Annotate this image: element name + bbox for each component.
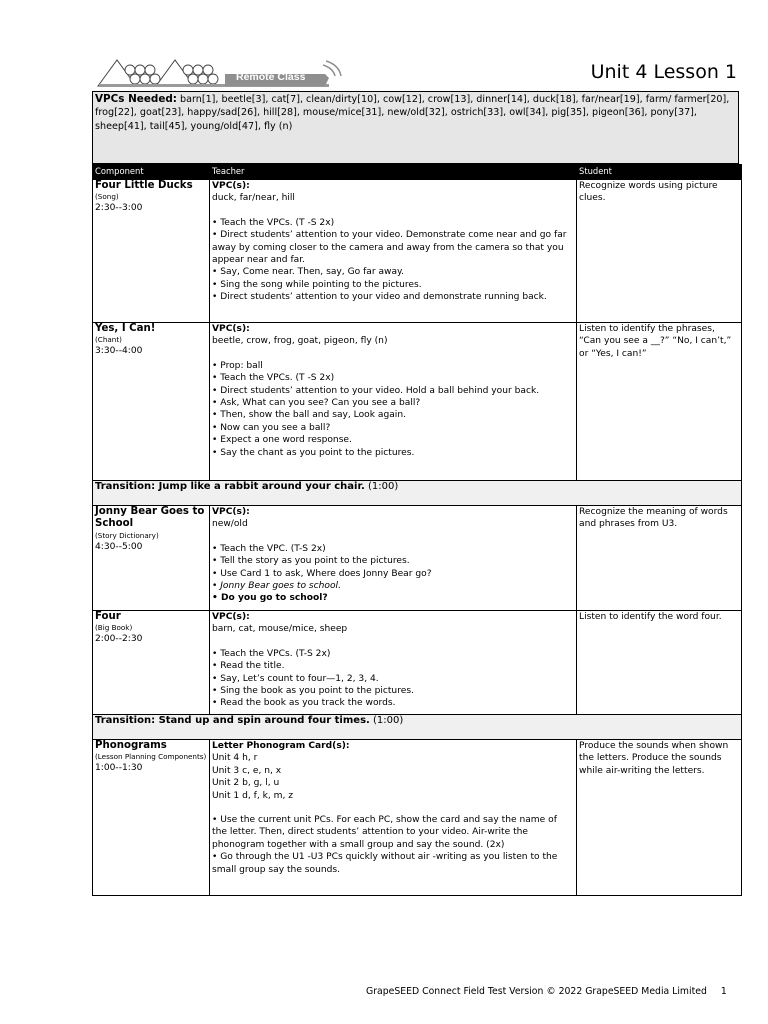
table-row <box>93 180 742 323</box>
vpcs-needed-box <box>92 91 739 164</box>
teacher-step: • Use the current unit PCs. For each PC, show the card and say the name of the letter. Then, direct students’ attention to your video. Air-write the phonogram together with a small group and say the sound. (2x) <box>212 815 557 850</box>
table-header-row <box>93 165 742 180</box>
table-row <box>93 506 742 611</box>
letter-line: Unit 1 d, f, k, m, z <box>212 790 294 801</box>
teacher-cell <box>210 740 577 896</box>
component-cell <box>93 506 210 611</box>
transition-row <box>93 481 742 506</box>
remote-class-logo <box>95 56 345 90</box>
teacher-cell <box>210 611 577 715</box>
teacher-step: • Sing the book as you point to the pictures. <box>212 686 414 697</box>
teacher-step: • Say, Come near. Then, say, Go far away. <box>212 267 405 278</box>
teacher-heading: Letter Phonogram Card(s): <box>212 741 350 751</box>
component-name: Jonny Bear Goes to School <box>95 506 205 530</box>
table-row <box>93 323 742 481</box>
footer-text: GrapeSEED Connect Field Test Version © 2022 GrapeSEED Media Limited <box>366 986 707 997</box>
letter-line: Unit 3 c, e, n, x <box>212 765 282 776</box>
teacher-step: • Direct students’ attention to your video. Hold a ball behind your back. <box>212 385 540 396</box>
teacher-step: • Teach the VPCs. (T -S 2x) <box>212 373 335 384</box>
page-footer <box>366 986 727 997</box>
teacher-step: • Tell the story as you point to the pictures. <box>212 556 410 567</box>
component-time: 2:00--2:30 <box>95 634 143 645</box>
logo-text: Remote Class <box>236 71 306 83</box>
teacher-step: • Use Card 1 to ask, Where does Jonny Bear go? <box>212 568 432 579</box>
teacher-step: • Read the title. <box>212 661 285 672</box>
table-row <box>93 740 742 896</box>
component-type: (Big Book) <box>95 623 133 633</box>
teacher-step: • Then, show the ball and say, Look again. <box>212 410 406 421</box>
component-type: (Lesson Planning Components) <box>95 752 207 762</box>
lesson-table <box>92 164 742 896</box>
teacher-step: • Teach the VPCs. (T -S 2x) <box>212 217 335 228</box>
teacher-cell <box>210 506 577 611</box>
component-type: (Song) <box>95 192 119 202</box>
teacher-vpcs: barn, cat, mouse/mice, sheep <box>212 624 348 635</box>
teacher-heading: VPC(s): <box>212 612 250 622</box>
transition-cell <box>93 715 742 740</box>
vpcs-needed-list: barn[1], beetle[3], cat[7], clean/dirty[10], cow[12], crow[13], dinner[14], duck[18], far/near[19], farm/ farmer[20], frog[22], goat[23], happy/sad[26], hill[28], mouse/mice[31], new/old[32], ostrich[33], owl[34], pig[35], pigeon[36], pony[37], sheep[41], tail[45], young/old[47], fly (n) <box>95 94 730 132</box>
transition-duration: (1:00) <box>373 715 404 726</box>
component-time: 1:00--1:30 <box>95 763 143 774</box>
component-name: Yes, I Can! <box>95 323 156 334</box>
transition-text: Transition: Stand up and spin around four times. <box>95 715 370 726</box>
component-name: Four Little Ducks <box>95 180 193 191</box>
teacher-vpcs: beetle, crow, frog, goat, pigeon, fly (n) <box>212 336 388 347</box>
component-time: 4:30--5:00 <box>95 541 143 552</box>
vpcs-needed-label: VPCs Needed: <box>95 93 177 105</box>
teacher-cell <box>210 180 577 323</box>
teacher-step: • Now can you see a ball? <box>212 422 331 433</box>
component-cell <box>93 740 210 896</box>
student-cell: Recognize words using picture clues. <box>577 180 742 323</box>
teacher-step: • Do you go to school? <box>212 593 328 604</box>
page-number: 1 <box>720 986 727 997</box>
column-header-student: Student <box>577 165 742 180</box>
teacher-vpcs: duck, far/near, hill <box>212 193 295 204</box>
teacher-step: • Ask, What can you see? Can you see a ball? <box>212 398 421 409</box>
component-name: Phonograms <box>95 740 167 751</box>
student-cell: Listen to identify the phrases, “Can you see a __?” “No, I can’t,” or “Yes, I can!” <box>577 323 742 481</box>
component-name: Four <box>95 611 121 622</box>
teacher-step: • Direct students’ attention to your video. Demonstrate come near and go far away by coming closer to the camera and away from the camera so that you appear near and far. <box>212 230 567 266</box>
component-cell <box>93 180 210 323</box>
teacher-step: • Say the chant as you point to the pictures. <box>212 447 415 458</box>
transition-duration: (1:00) <box>367 481 399 492</box>
teacher-vpcs: new/old <box>212 519 248 530</box>
component-type: (Chant) <box>95 335 122 345</box>
transition-row <box>93 715 742 740</box>
student-cell: Recognize the meaning of words and phrases from U3. <box>577 506 742 611</box>
transition-cell <box>93 481 742 506</box>
component-cell <box>93 611 210 715</box>
teacher-heading: VPC(s): <box>212 507 250 517</box>
component-time: 3:30--4:00 <box>95 346 143 357</box>
teacher-cell <box>210 323 577 481</box>
teacher-heading: VPC(s): <box>212 181 250 191</box>
student-cell: Produce the sounds when shown the letters. Produce the sounds while air-writing the letters. <box>577 740 742 896</box>
component-time: 2:30--3:00 <box>95 203 143 214</box>
teacher-step: • Expect a one word response. <box>212 435 352 446</box>
page-title: Unit 4 Lesson 1 <box>590 61 737 83</box>
teacher-step: • Teach the VPCs. (T-S 2x) <box>212 648 331 659</box>
component-type: (Story Dictionary) <box>95 530 159 540</box>
transition-text: Transition: Jump like a rabbit around your chair. <box>95 481 365 492</box>
student-cell: Listen to identify the word four. <box>577 611 742 715</box>
column-header-component: Component <box>93 165 210 180</box>
component-cell <box>93 323 210 481</box>
letter-line: Unit 4 h, r <box>212 753 258 764</box>
letter-line: Unit 2 b, g, l, u <box>212 778 280 789</box>
teacher-step: • Prop: ball <box>212 360 263 371</box>
teacher-step: • Jonny Bear goes to school. <box>212 581 341 592</box>
teacher-step: • Sing the song while pointing to the pictures. <box>212 279 422 290</box>
teacher-step: • Say, Let’s count to four—1, 2, 3, 4. <box>212 673 379 684</box>
teacher-step: • Read the book as you track the words. <box>212 698 396 709</box>
column-header-teacher: Teacher <box>210 165 577 180</box>
teacher-step: • Teach the VPC. (T-S 2x) <box>212 543 326 554</box>
teacher-step: • Direct students’ attention to your video and demonstrate running back. <box>212 292 547 303</box>
table-row <box>93 611 742 715</box>
teacher-step: • Go through the U1 -U3 PCs quickly without air -writing as you listen to the small group say the sounds. <box>212 852 558 875</box>
teacher-heading: VPC(s): <box>212 324 250 334</box>
